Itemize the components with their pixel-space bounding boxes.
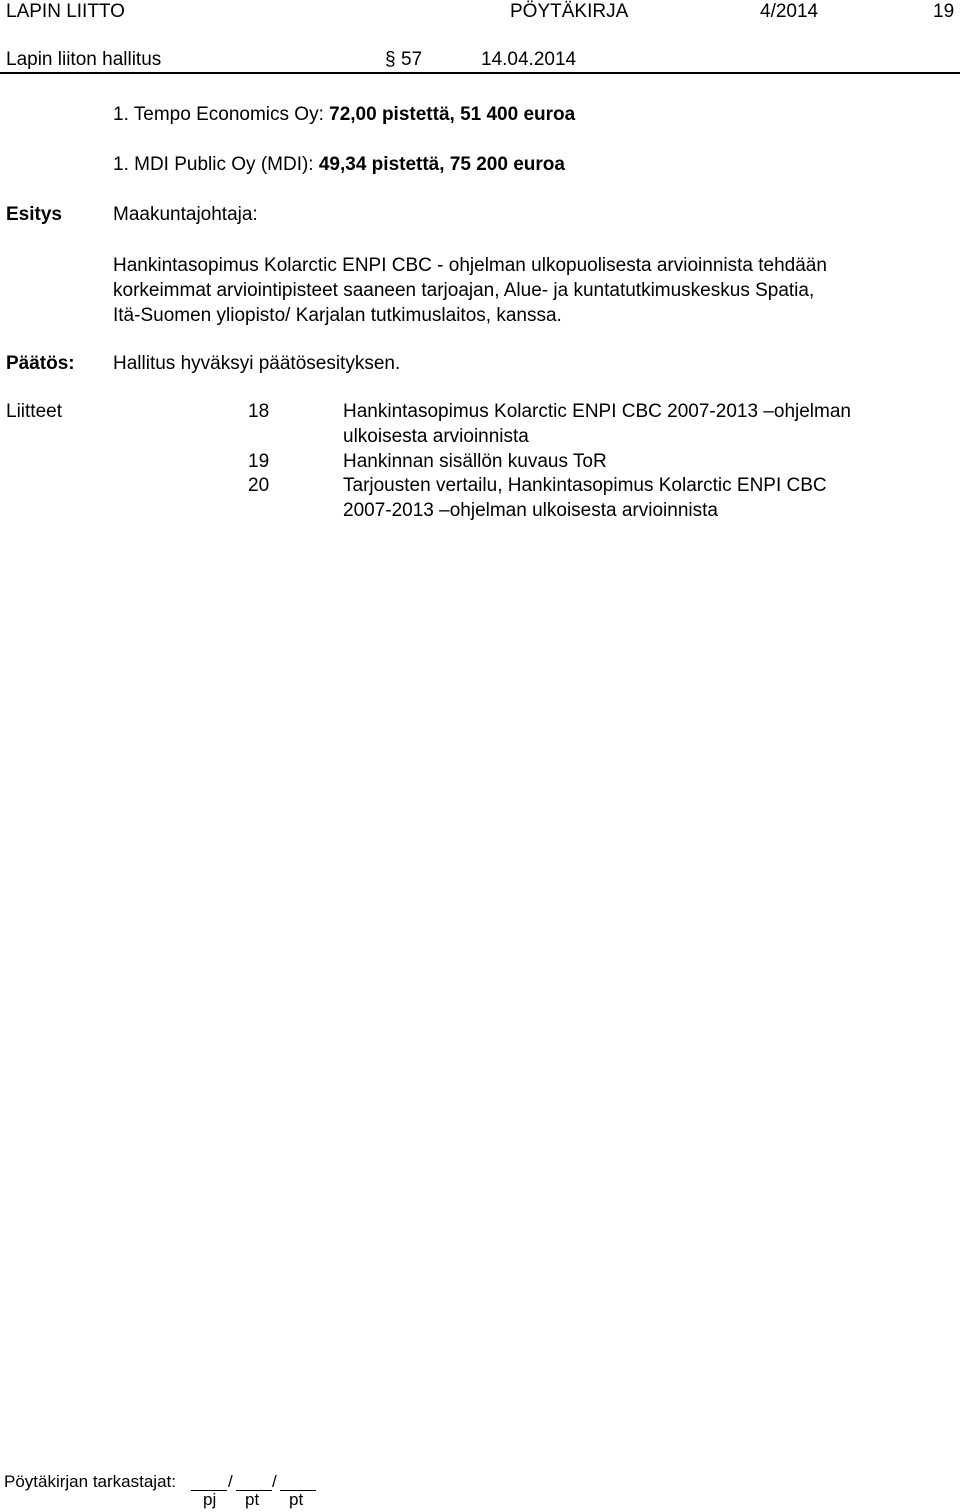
- section-number: 57: [401, 49, 423, 70]
- paatos-text: Hallitus hyväksyi päätösesityksen.: [113, 353, 401, 374]
- score-line-2: [113, 153, 565, 177]
- esitys-line: Hankintasopimus Kolarctic ENPI CBC - ohjelman ulkopuolisesta arvioinnista tehdään: [113, 255, 827, 276]
- esitys-line: Itä-Suomen yliopisto/ Karjalan tutkimuslaitos, kanssa.: [113, 305, 562, 326]
- score-line-1: [113, 103, 575, 127]
- attachment-title: Tarjousten vertailu, Hankintasopimus Kolarctic ENPI CBC: [343, 475, 827, 496]
- attachment-title-cont: 2007-2013 –ohjelman ulkoisesta arvioinnista: [343, 500, 718, 521]
- document-type: PÖYTÄKIRJA: [510, 1, 629, 22]
- header-divider: [0, 72, 960, 74]
- attachment-title-cont: ulkoisesta arvioinnista: [343, 426, 529, 447]
- attachment-number: 19: [248, 451, 270, 472]
- footer-separator: /: [228, 1472, 233, 1491]
- body-name: Lapin liiton hallitus: [6, 49, 162, 70]
- section-symbol: §: [385, 49, 396, 70]
- liitteet-label: Liitteet: [6, 401, 62, 422]
- meeting-date: 14.04.2014: [481, 49, 577, 70]
- paatos-label: Päätös:: [6, 353, 75, 374]
- score-prefix: 1. MDI Public Oy (MDI):: [113, 154, 319, 175]
- esitys-text: [113, 253, 827, 328]
- score-value: 72,00 pistettä, 51 400 euroa: [329, 104, 576, 125]
- score-value: 49,34 pistettä, 75 200 euroa: [318, 154, 565, 175]
- presenter: Maakuntajohtaja:: [113, 204, 258, 225]
- page-number: 19: [933, 1, 955, 22]
- issue-number: 4/2014: [760, 1, 819, 22]
- org-name: LAPIN LIITTO: [6, 1, 125, 22]
- initials-pj: pj: [203, 1490, 217, 1509]
- initials-pt: pt: [289, 1490, 304, 1509]
- esitys-line: korkeimmat arviointipisteet saaneen tarjoajan, Alue- ja kuntatutkimuskeskus Spatia,: [113, 280, 815, 301]
- attachment-title: Hankintasopimus Kolarctic ENPI CBC 2007-2013 –ohjelman: [343, 401, 851, 422]
- attachment-number: 18: [248, 401, 270, 422]
- attachment-number: 20: [248, 475, 270, 496]
- footer-separator: /: [272, 1472, 277, 1491]
- footer-label: Pöytäkirjan tarkastajat:: [4, 1472, 176, 1491]
- score-prefix: 1. Tempo Economics Oy:: [113, 104, 330, 125]
- esitys-label: Esitys: [6, 204, 62, 225]
- initials-pt: pt: [245, 1490, 260, 1509]
- attachment-title: Hankinnan sisällön kuvaus ToR: [343, 451, 607, 472]
